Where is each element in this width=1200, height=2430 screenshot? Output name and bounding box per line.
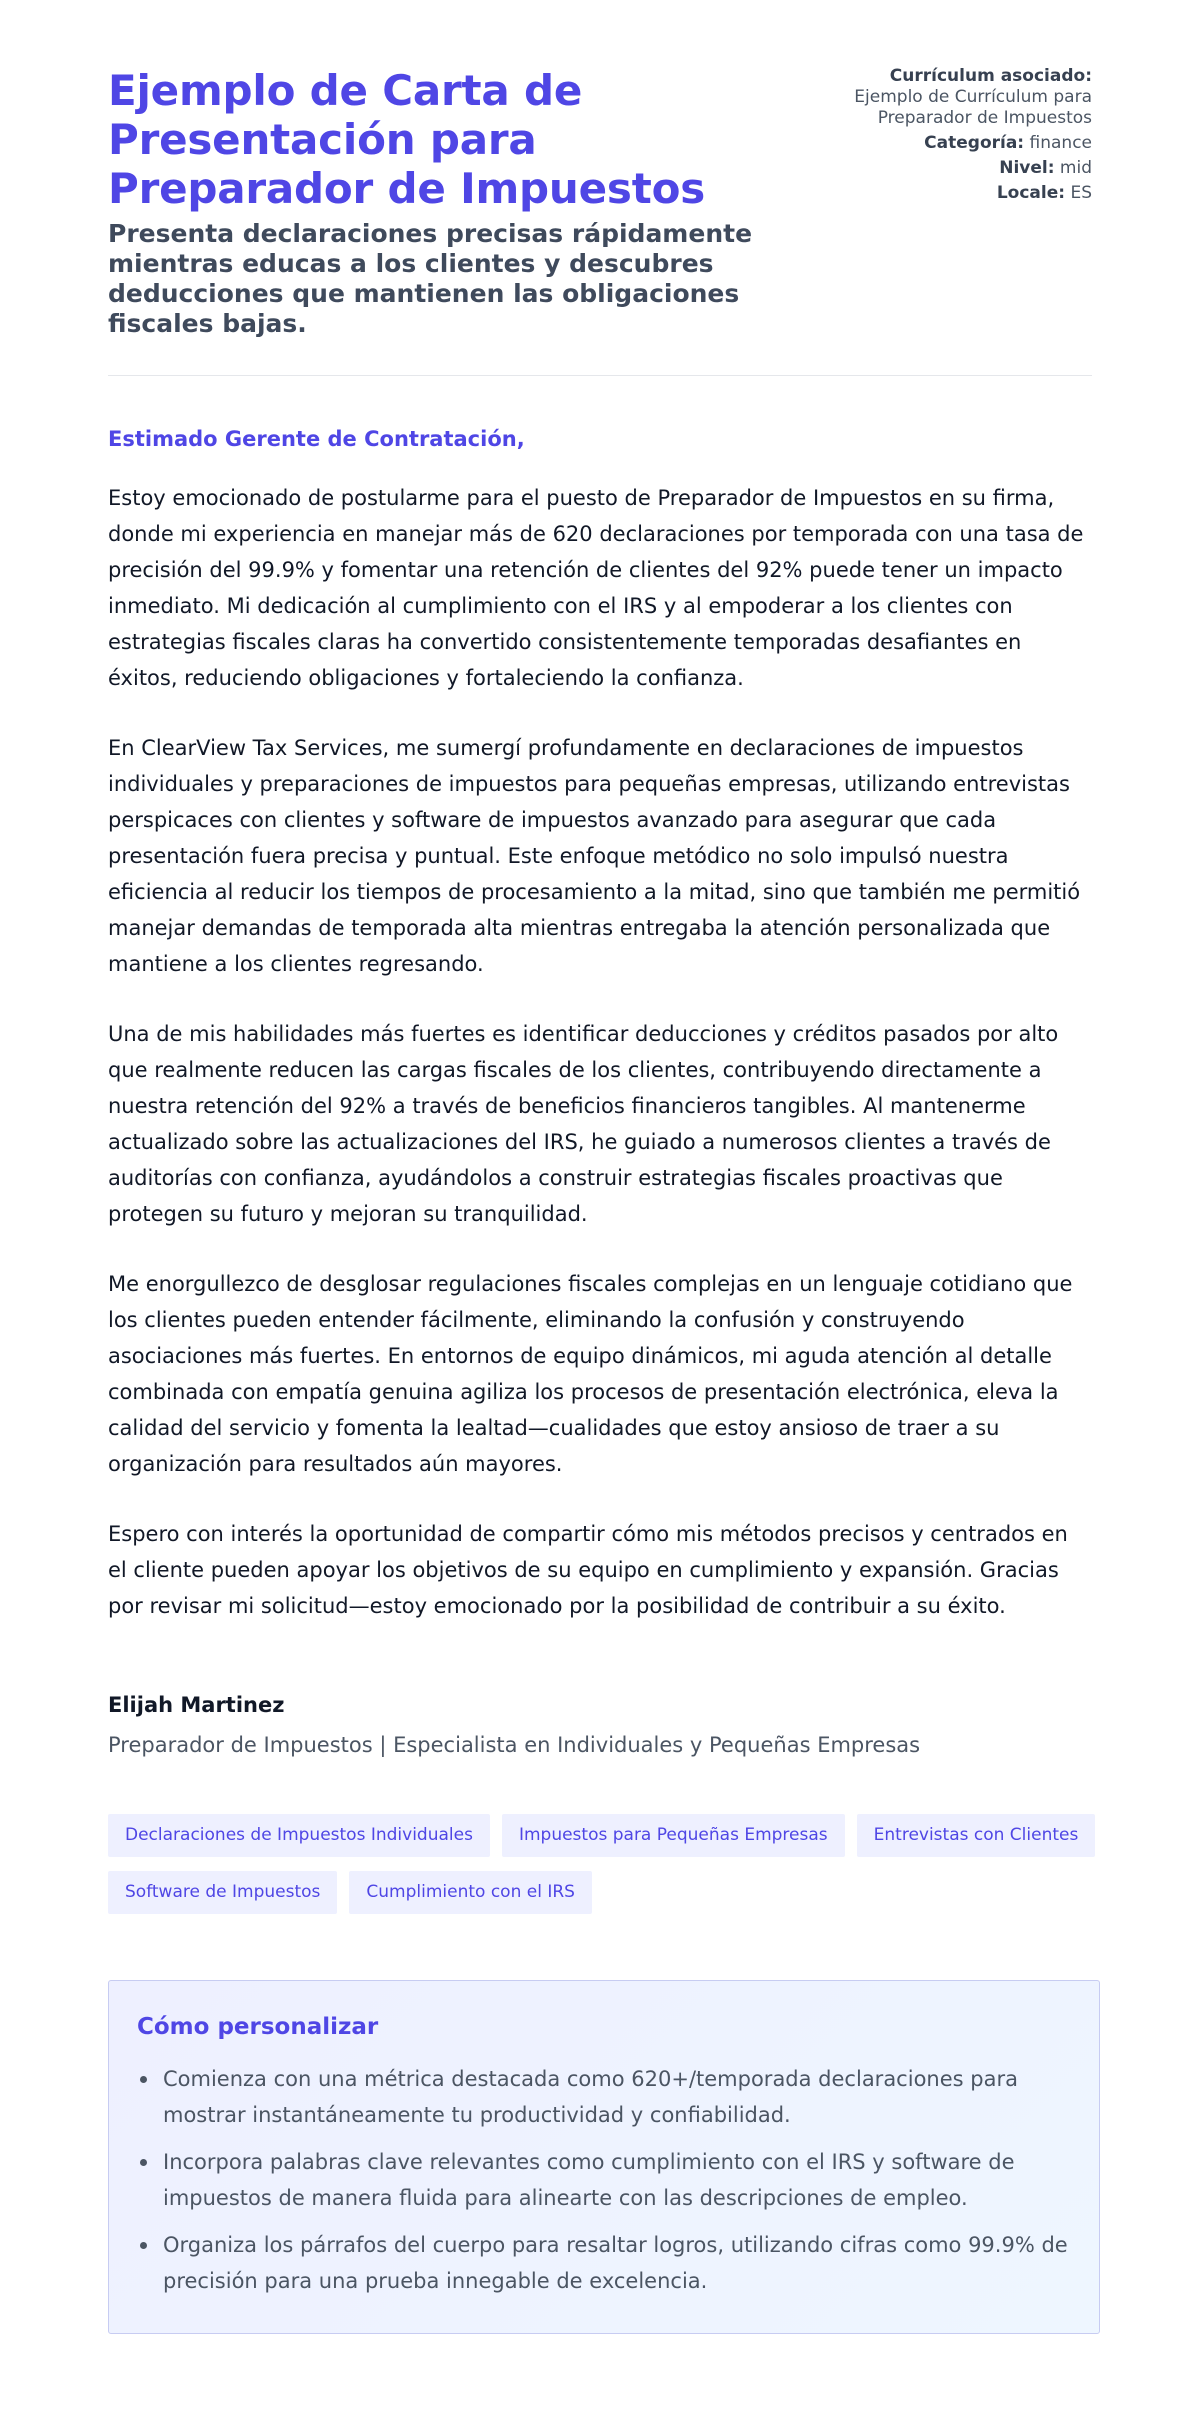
tip-text: Organiza los párrafos del cuerpo para resaltar logros, utilizando cifras como 99.9% de precisión para una prueba innegable de excelencia. [163, 2233, 1068, 2293]
bullet-icon [140, 2242, 147, 2249]
meta-level-value: mid [1059, 158, 1092, 178]
page-subtitle: Presenta declaraciones precisas rápidamente mientras educas a los clientes y descubres deducciones que mantienen las obligaciones fiscales bajas. [108, 219, 753, 338]
tip-text: Incorpora palabras clave relevantes como cumplimiento con el IRS y software de impuestos de manera fluida para alinearte con las descripciones de empleo. [163, 2150, 1015, 2210]
meta-level-label: Nivel: [999, 158, 1055, 178]
tip-item [137, 2227, 1071, 2299]
meta-category [852, 133, 1092, 154]
meta-level [852, 158, 1092, 179]
page-header [108, 66, 1092, 339]
tips-list [137, 2061, 1071, 2299]
meta-resume-label: Currículum asociado: [889, 66, 1092, 86]
skill-tags [108, 1814, 1098, 1914]
customize-tips-box [108, 1980, 1100, 2334]
skill-tag: Declaraciones de Impuestos Individuales [108, 1814, 490, 1857]
bullet-icon [140, 2076, 147, 2083]
skill-tag: Software de Impuestos [108, 1871, 337, 1914]
page-title: Ejemplo de Carta de Presentación para Preparador de Impuestos [108, 66, 706, 213]
tip-text: Comienza con una métrica destacada como 620+/temporada declaraciones para mostrar instantáneamente tu productividad y confiabilidad. [163, 2067, 1018, 2127]
letter-paragraph: Me enorgullezco de desglosar regulaciones fiscales complejas en un lenguaje cotidiano que los clientes pueden entender fácilmente, eliminando la confusión y construyendo asociaciones más fuertes. En entornos de equipo dinámicos, mi aguda atención al detalle combinada con empatía genuina agiliza los procesos de presentación electrónica, eleva la calidad del servicio y fomenta la lealtad—cualidades que estoy ansioso de traer a su organización para resultados aún mayores. [108, 1272, 1073, 1476]
skill-tag: Entrevistas con Clientes [857, 1814, 1096, 1857]
skill-tag: Impuestos para Pequeñas Empresas [502, 1814, 845, 1857]
skill-tag: Cumplimiento con el IRS [349, 1871, 592, 1914]
meta-panel [852, 66, 1092, 208]
signature-role: Preparador de Impuestos | Especialista en Individuales y Pequeñas Empresas [108, 1733, 921, 1757]
signature-name: Elijah Martinez [108, 1693, 285, 1717]
letter-paragraph: Estoy emocionado de postularme para el puesto de Preparador de Impuestos en su firma, donde mi experiencia en manejar más de 620 declaraciones por temporada con una tasa de precisión del 99.9% y fomentar una retención de clientes del 92% puede tener un impacto inmediato. Mi dedicación al cumplimiento con el IRS y al empoderar a los clientes con estrategias fiscales claras ha convertido consistentemente temporadas desafiantes en éxitos, reduciendo obligaciones y fortaleciendo la confianza. [108, 486, 1084, 690]
meta-locale [852, 183, 1092, 204]
meta-locale-value: ES [1070, 183, 1092, 203]
tip-item [137, 2144, 1071, 2216]
header-divider [108, 375, 1092, 376]
tip-item [137, 2061, 1071, 2133]
meta-resume [852, 66, 1092, 129]
letter-paragraph: Espero con interés la oportunidad de compartir cómo mis métodos precisos y centrados en el cliente pueden apoyar los objetivos de su equipo en cumplimiento y expansión. Gracias por revisar mi solicitud—estoy emocionado por la posibilidad de contribuir a su éxito. [108, 1522, 1068, 1618]
letter-paragraph: En ClearView Tax Services, me sumergí profundamente en declaraciones de impuestos individuales y preparaciones de impuestos para pequeñas empresas, utilizando entrevistas perspicaces con clientes y software de impuestos avanzado para asegurar que cada presentación fuera precisa y puntual. Este enfoque metódico no solo impulsó nuestra eficiencia al reducir los tiempos de procesamiento a la mitad, sino que también me permitió manejar demandas de temporada alta mientras entregaba la atención personalizada que mantiene a los clientes regresando. [108, 736, 1081, 976]
meta-category-value: finance [1029, 133, 1092, 153]
meta-category-label: Categoría: [924, 133, 1025, 153]
tips-title: Cómo personalizar [137, 2014, 379, 2040]
letter-paragraph: Una de mis habilidades más fuertes es identificar deducciones y créditos pasados por alto que realmente reducen las cargas fiscales de los clientes, contribuyendo directamente a nuestra retención del 92% a través de beneficios financieros tangibles. Al mantenerme actualizado sobre las actualizaciones del IRS, he guiado a numerosos clientes a través de auditorías con confianza, ayudándolos a construir estrategias fiscales proactivas que protegen su futuro y mejoran su tranquilidad. [108, 1022, 1059, 1226]
letter-salutation: Estimado Gerente de Contratación, [108, 427, 525, 451]
header-titles [108, 66, 808, 339]
meta-locale-label: Locale: [996, 183, 1066, 203]
bullet-icon [140, 2159, 147, 2166]
meta-resume-value: Ejemplo de Currículum para Preparador de Impuestos [854, 87, 1092, 128]
